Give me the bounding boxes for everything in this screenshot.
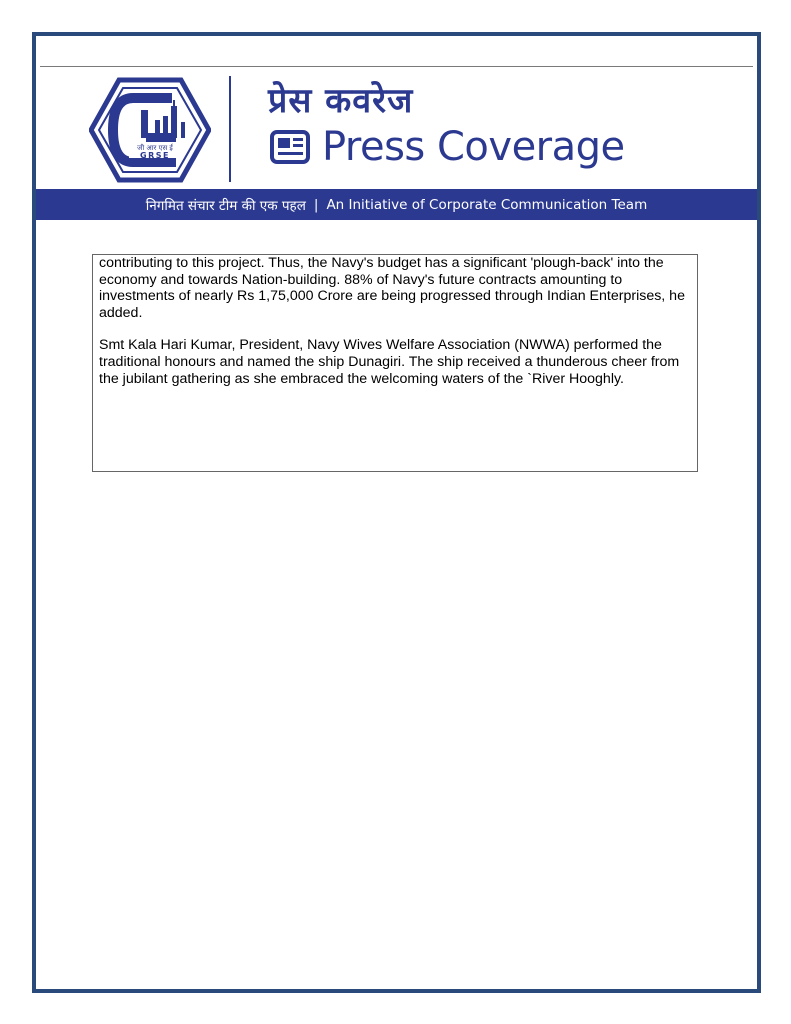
header-divider [229,76,231,182]
tagline-separator: | [313,196,319,213]
article-paragraph: Smt Kala Hari Kumar, President, Navy Wives Welfare Association (NWWA) performed the traditional honours and named the ship Dunagiri. The ship received a thunderous cheer from the jubilant gathering as she embraced the welcoming waters of the `River Hooghly. [99,337,680,387]
hindi-title: प्रेस कवरेज [268,81,414,121]
top-rule [40,66,753,67]
english-tagline: An Initiative of Corporate Communication Team [326,196,648,213]
newspaper-icon [270,130,310,164]
article-text-box [92,254,698,472]
initiative-banner [36,189,757,220]
english-title: Press Coverage [322,124,625,170]
press-coverage-heading [270,124,625,170]
hindi-tagline: निगमित संचार टीम की एक पहल [145,197,306,214]
grse-logo [89,76,211,184]
svg-text:GRSE: GRSE [140,151,170,160]
page-frame [32,32,761,993]
article-paragraph: contributing to this project. Thus, the Navy's budget has a significant 'plough-back' into the economy and towards Nation-building. 88% of Navy's future contracts amounting to investments of nearly Rs 1,75,000 Crore are being progressed through Indian Enterprises, he added. [99,255,685,321]
svg-text:जी आर एस ई: जी आर एस ई [137,144,173,152]
